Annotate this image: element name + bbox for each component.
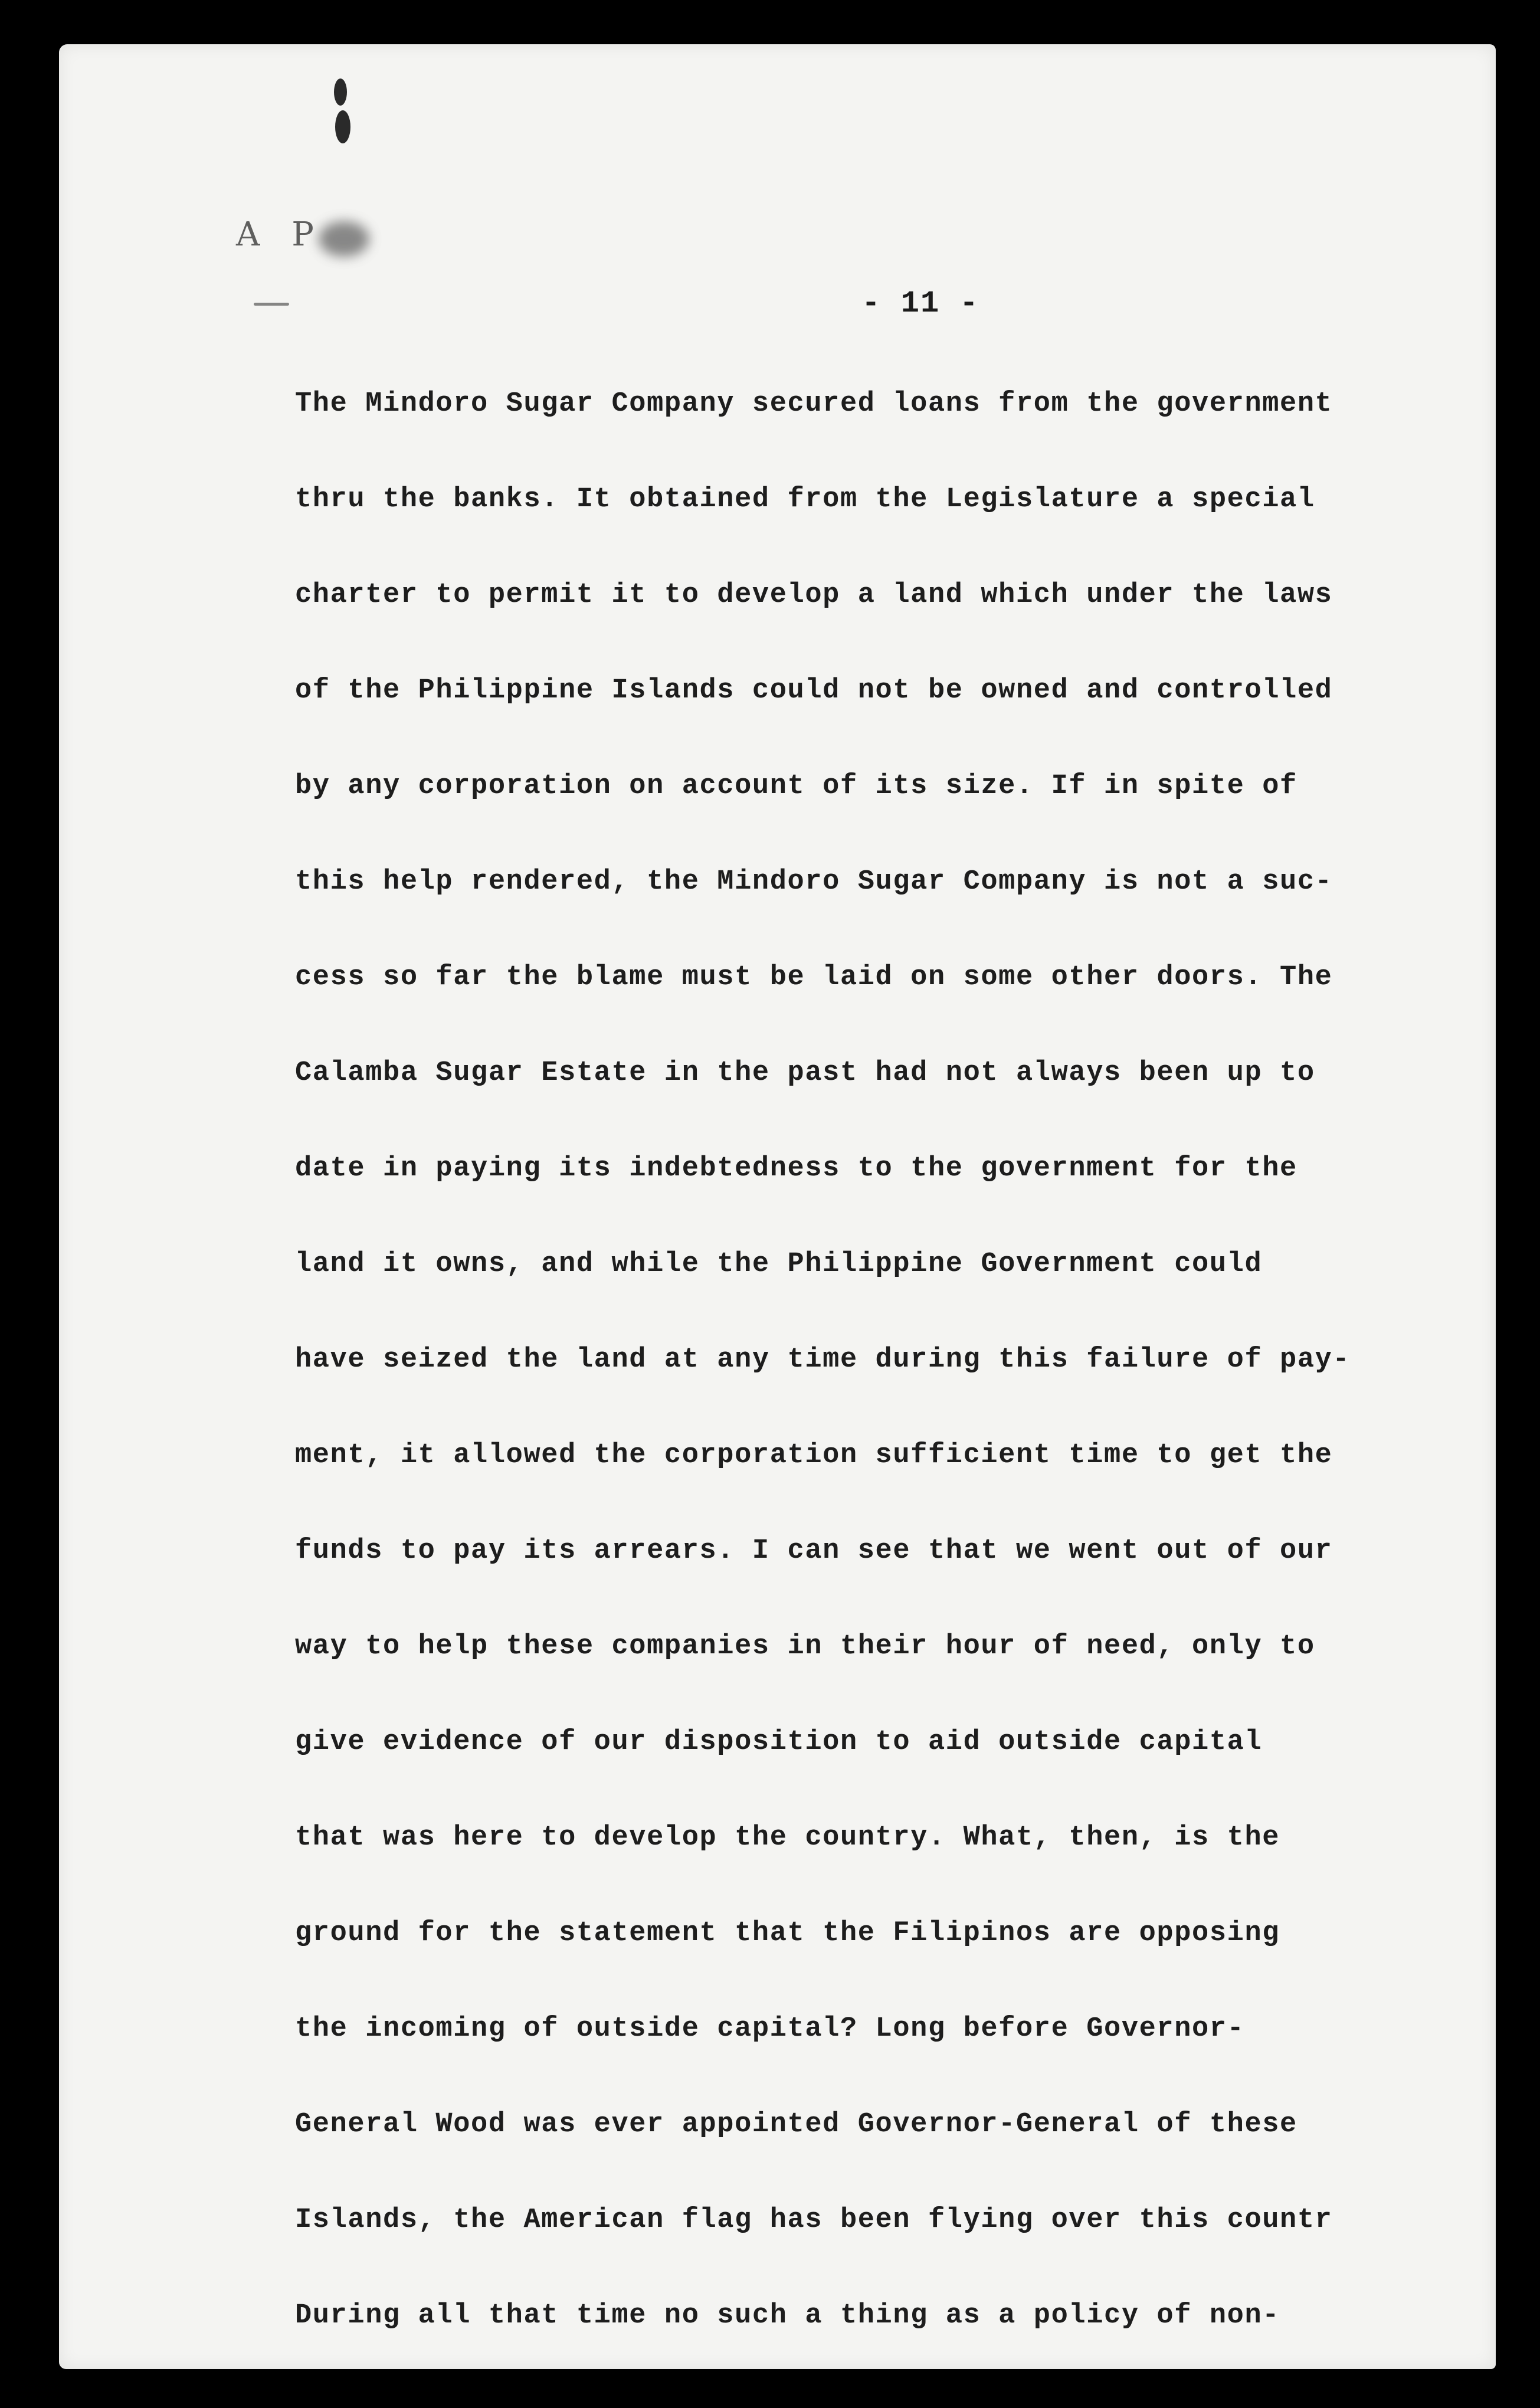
document-page <box>59 44 1496 2369</box>
text-line: by any corporation on account of its size. If in spite of <box>295 771 1297 802</box>
text-line: ment, it allowed the corporation sufficient time to get the <box>295 1440 1333 1471</box>
text-line: Islands, the American flag has been flying over this countr <box>295 2204 1333 2236</box>
text-line: have seized the land at any time during this failure of pay- <box>295 1344 1351 1375</box>
text-line: of the Philippine Islands could not be owned and controlled <box>295 675 1333 706</box>
text-line: cess so far the blame must be laid on some other doors. The <box>295 962 1333 993</box>
ink-smudge <box>319 221 369 257</box>
text-line: Calamba Sugar Estate in the past had not always been up to <box>295 1057 1315 1089</box>
text-line: that was here to develop the country. What, then, is the <box>295 1822 1280 1853</box>
text-line: thru the banks. It obtained from the Legislature a special <box>295 484 1315 515</box>
corner-dash <box>254 303 289 306</box>
page-number: - 11 - <box>861 286 979 321</box>
text-line: The Mindoro Sugar Company secured loans from the government <box>295 388 1333 420</box>
text-line: this help rendered, the Mindoro Sugar Company is not a suc- <box>295 866 1333 897</box>
text-line: charter to permit it to develop a land which under the laws <box>295 579 1333 611</box>
text-line: the incoming of outside capital? Long before Governor- <box>295 2013 1245 2045</box>
text-line: give evidence of our disposition to aid outside capital <box>295 1726 1263 1758</box>
text-line: way to help these companies in their hour of need, only to <box>295 1631 1315 1662</box>
corner-annotation: A P <box>236 215 325 254</box>
text-line: funds to pay its arrears. I can see that we went out of our <box>295 1535 1333 1567</box>
text-line: land it owns, and while the Philippine Government could <box>295 1249 1263 1280</box>
text-line: During all that time no such a thing as a policy of non- <box>295 2300 1280 2331</box>
ink-mark <box>334 78 347 106</box>
ink-mark <box>335 110 350 143</box>
typed-text-body <box>295 363 1505 2370</box>
text-line: General Wood was ever appointed Governor-General of these <box>295 2109 1297 2140</box>
text-line: date in paying its indebtedness to the government for the <box>295 1153 1297 1184</box>
text-line: ground for the statement that the Filipinos are opposing <box>295 1918 1280 1949</box>
